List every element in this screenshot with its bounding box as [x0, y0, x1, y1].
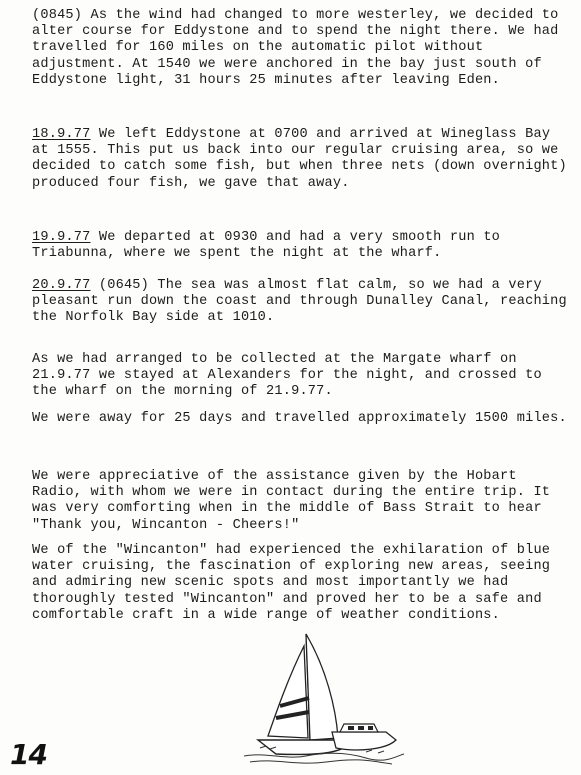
entry-date: 20.9.77	[32, 278, 91, 293]
paragraph-conclusion	[32, 543, 572, 624]
paragraph-text: We were away for 25 days and travelled approximately 1500 miles.	[32, 411, 567, 426]
paragraph-text: We of the "Wincanton" had experienced the exhilaration of blue water cruising, the fascination of exploring new areas, seeing and admiring new scenic spots and most importantly we had thoroughly tested "Wincanton" and proved her to be a safe and comfortable craft in a wide range of weather conditions.	[32, 543, 551, 623]
paragraph-eddystone-arrival	[32, 8, 572, 89]
paragraph-text: We left Eddystone at 0700 and arrived at Wineglass Bay at 1555. This put us back into our regular cruising area, so we decided to catch some fish, but when three nets (down overnight) produced four fish, we gave that away.	[32, 127, 567, 191]
paragraph-text: We were appreciative of the assistance given by the Hobart Radio, with whom we were in contact during the entire trip. It was very comforting when in the middle of Bass Strait to hear "Thank you, Wincanton - Cheers!"	[32, 469, 551, 533]
paragraph-hobart-radio	[32, 469, 572, 534]
paragraph-text: (0845) As the wind had changed to more westerley, we decided to alter course for Eddystone and to spend the night there. We had travelled for 160 miles on the automatic pilot without adjustment. At 1540 we were anchored in the bay just south of Eddystone light, 31 hours 25 minutes after leaving Eden.	[32, 8, 559, 88]
entry-date: 18.9.77	[32, 127, 91, 142]
paragraph-text: We departed at 0930 and had a very smooth run to Triabunna, where we spent the night at the wharf.	[32, 230, 501, 262]
paragraph-19-9-77	[32, 230, 572, 262]
paragraph-text: As we had arranged to be collected at the Margate wharf on 21.9.77 we stayed at Alexanders for the night, and crossed to the wharf on the morning of 21.9.77.	[32, 352, 542, 400]
sailboat-sketch-icon	[236, 628, 406, 768]
paragraph-18-9-77	[32, 127, 572, 192]
paragraph-trip-summary	[32, 411, 572, 427]
paragraph-20-9-77	[32, 278, 572, 327]
paragraph-margate-wharf	[32, 352, 572, 401]
paragraph-text: (0645) The sea was almost flat calm, so we had a very pleasant run down the coast and through Dunalley Canal, reaching the Norfolk Bay side at 1010.	[32, 278, 567, 326]
page-number: 14	[10, 738, 47, 771]
entry-date: 19.9.77	[32, 230, 91, 245]
